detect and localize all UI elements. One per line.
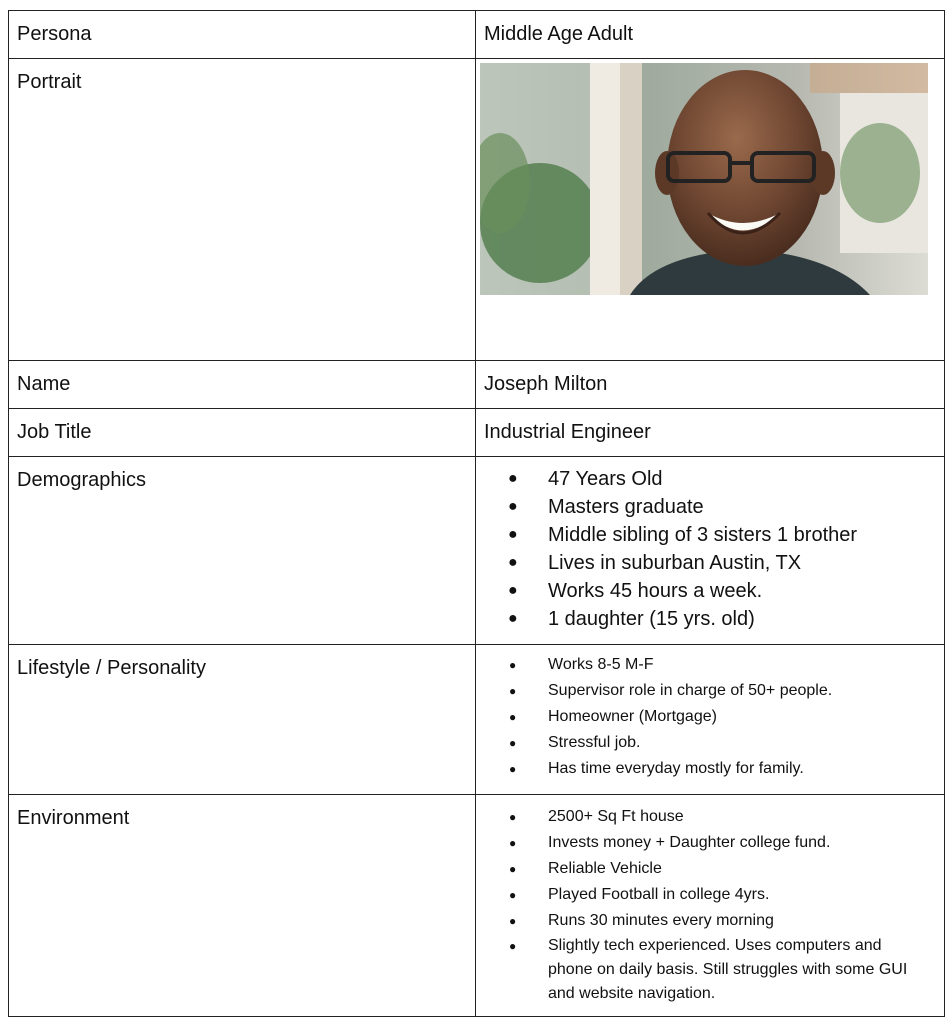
list-item: ● Masters graduate — [476, 493, 944, 521]
list-item: ● Middle sibling of 3 sisters 1 brother — [476, 521, 944, 549]
persona-label: Persona — [9, 11, 476, 59]
demographics-row — [9, 457, 945, 645]
demographics-cell — [476, 457, 945, 645]
list-item: ● Invests money + Daughter college fund. — [476, 830, 944, 856]
list-item: ● Supervisor role in charge of 50+ people. — [476, 678, 944, 704]
environment-row — [9, 795, 945, 1017]
lifestyle-row — [9, 645, 945, 795]
name-label: Name — [9, 361, 476, 409]
list-item: ● Lives in suburban Austin, TX — [476, 549, 944, 577]
portrait-row — [9, 59, 945, 361]
portrait-photo — [480, 63, 928, 295]
portrait-label: Portrait — [9, 59, 476, 361]
name-row — [9, 361, 945, 409]
environment-cell — [476, 795, 945, 1017]
persona-value: Middle Age Adult — [476, 11, 945, 59]
job-row — [9, 409, 945, 457]
demographics-label: Demographics — [9, 457, 476, 645]
list-item: ● Played Football in college 4yrs. — [476, 882, 944, 908]
list-item: ● Stressful job. — [476, 730, 944, 756]
list-item: ● Slightly tech experienced. Uses computers and phone on daily basis. Still struggles with some GUI and website navigation. — [476, 934, 944, 1006]
list-item: ● Works 8-5 M-F — [476, 652, 944, 678]
lifestyle-label: Lifestyle / Personality — [9, 645, 476, 795]
list-item: ● Reliable Vehicle — [476, 856, 944, 882]
list-item: ● Runs 30 minutes every morning — [476, 908, 944, 934]
list-item: ● Homeowner (Mortgage) — [476, 704, 944, 730]
environment-label: Environment — [9, 795, 476, 1017]
name-value: Joseph Milton — [476, 361, 945, 409]
list-item: ● Has time everyday mostly for family. — [476, 756, 944, 782]
demographics-list — [476, 465, 944, 633]
environment-list — [476, 804, 944, 1006]
list-item: ● 2500+ Sq Ft house — [476, 804, 944, 830]
persona-table — [8, 10, 945, 1017]
job-label: Job Title — [9, 409, 476, 457]
list-item: ● 47 Years Old — [476, 465, 944, 493]
list-item: ● 1 daughter (15 yrs. old) — [476, 605, 944, 633]
list-item: ● Works 45 hours a week. — [476, 577, 944, 605]
lifestyle-cell — [476, 645, 945, 795]
job-value: Industrial Engineer — [476, 409, 945, 457]
portrait-cell — [476, 59, 945, 361]
lifestyle-list — [476, 652, 944, 782]
persona-row — [9, 11, 945, 59]
